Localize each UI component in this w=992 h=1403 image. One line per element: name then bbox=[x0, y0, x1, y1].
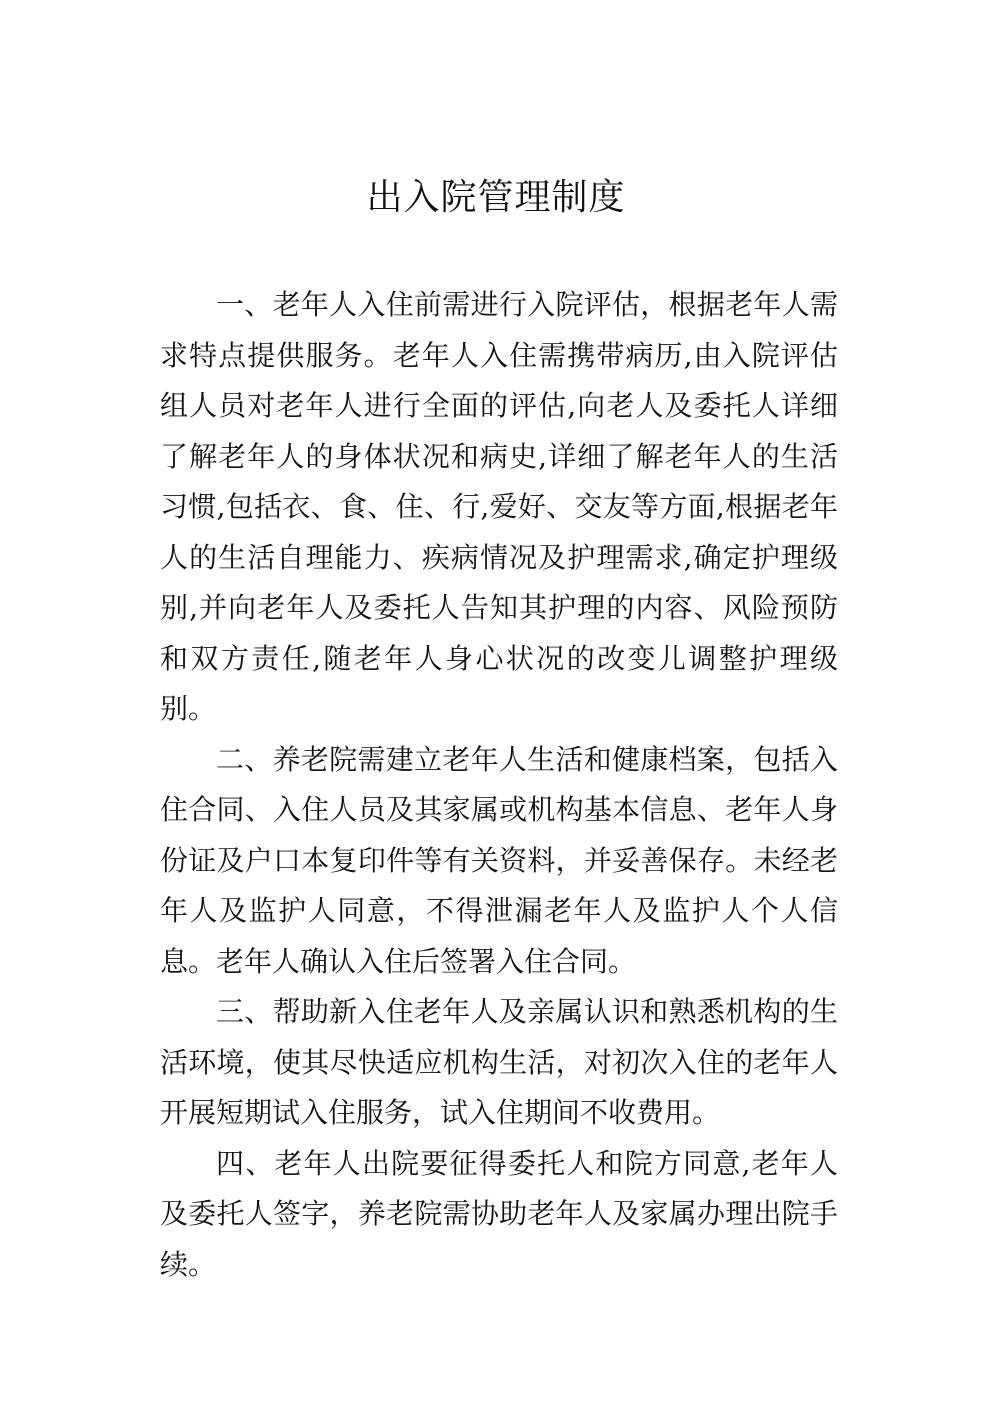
paragraph-2: 二、养老院需建立老年人生活和健康档案，包括入住合同、入住人员及其家属或机构基本信息、老年人身份证及户口本复印件等有关资料，并妥善保存。未经老年人及监护人同意，不得泄漏老年人及监护人个人信息。老年人确认入住后签署入住合同。 bbox=[160, 742, 838, 978]
document-body bbox=[160, 280, 838, 1290]
document-title: 出入院管理制度 bbox=[366, 177, 626, 218]
paragraph-1: 一、老年人入住前需进行入院评估，根据老年人需求特点提供服务。老年人入住需携带病历,由入院评估组人员对老年人进行全面的评估,向老人及委托人详细了解老年人的身体状况和病史,详细了解老年人的生活习惯,包括衣、食、住、行,爱好、交友等方面,根据老年人的生活自理能力、疾病情况及护理需求,确定护理级别,并向老年人及委托人告知其护理的内容、风险预防和双方责任,随老年人身心状况的改变儿调整护理级别。 bbox=[160, 288, 838, 725]
paragraph-3: 三、帮助新入住老年人及亲属认识和熟悉机构的生活环境，使其尽快适应机构生活，对初次入住的老年人开展短期试入住服务，试入住期间不收费用。 bbox=[160, 995, 838, 1129]
paragraph-4: 四、老年人出院要征得委托人和院方同意,老年人及委托人签字，养老院需协助老年人及家属办理出院手续。 bbox=[160, 1146, 838, 1281]
